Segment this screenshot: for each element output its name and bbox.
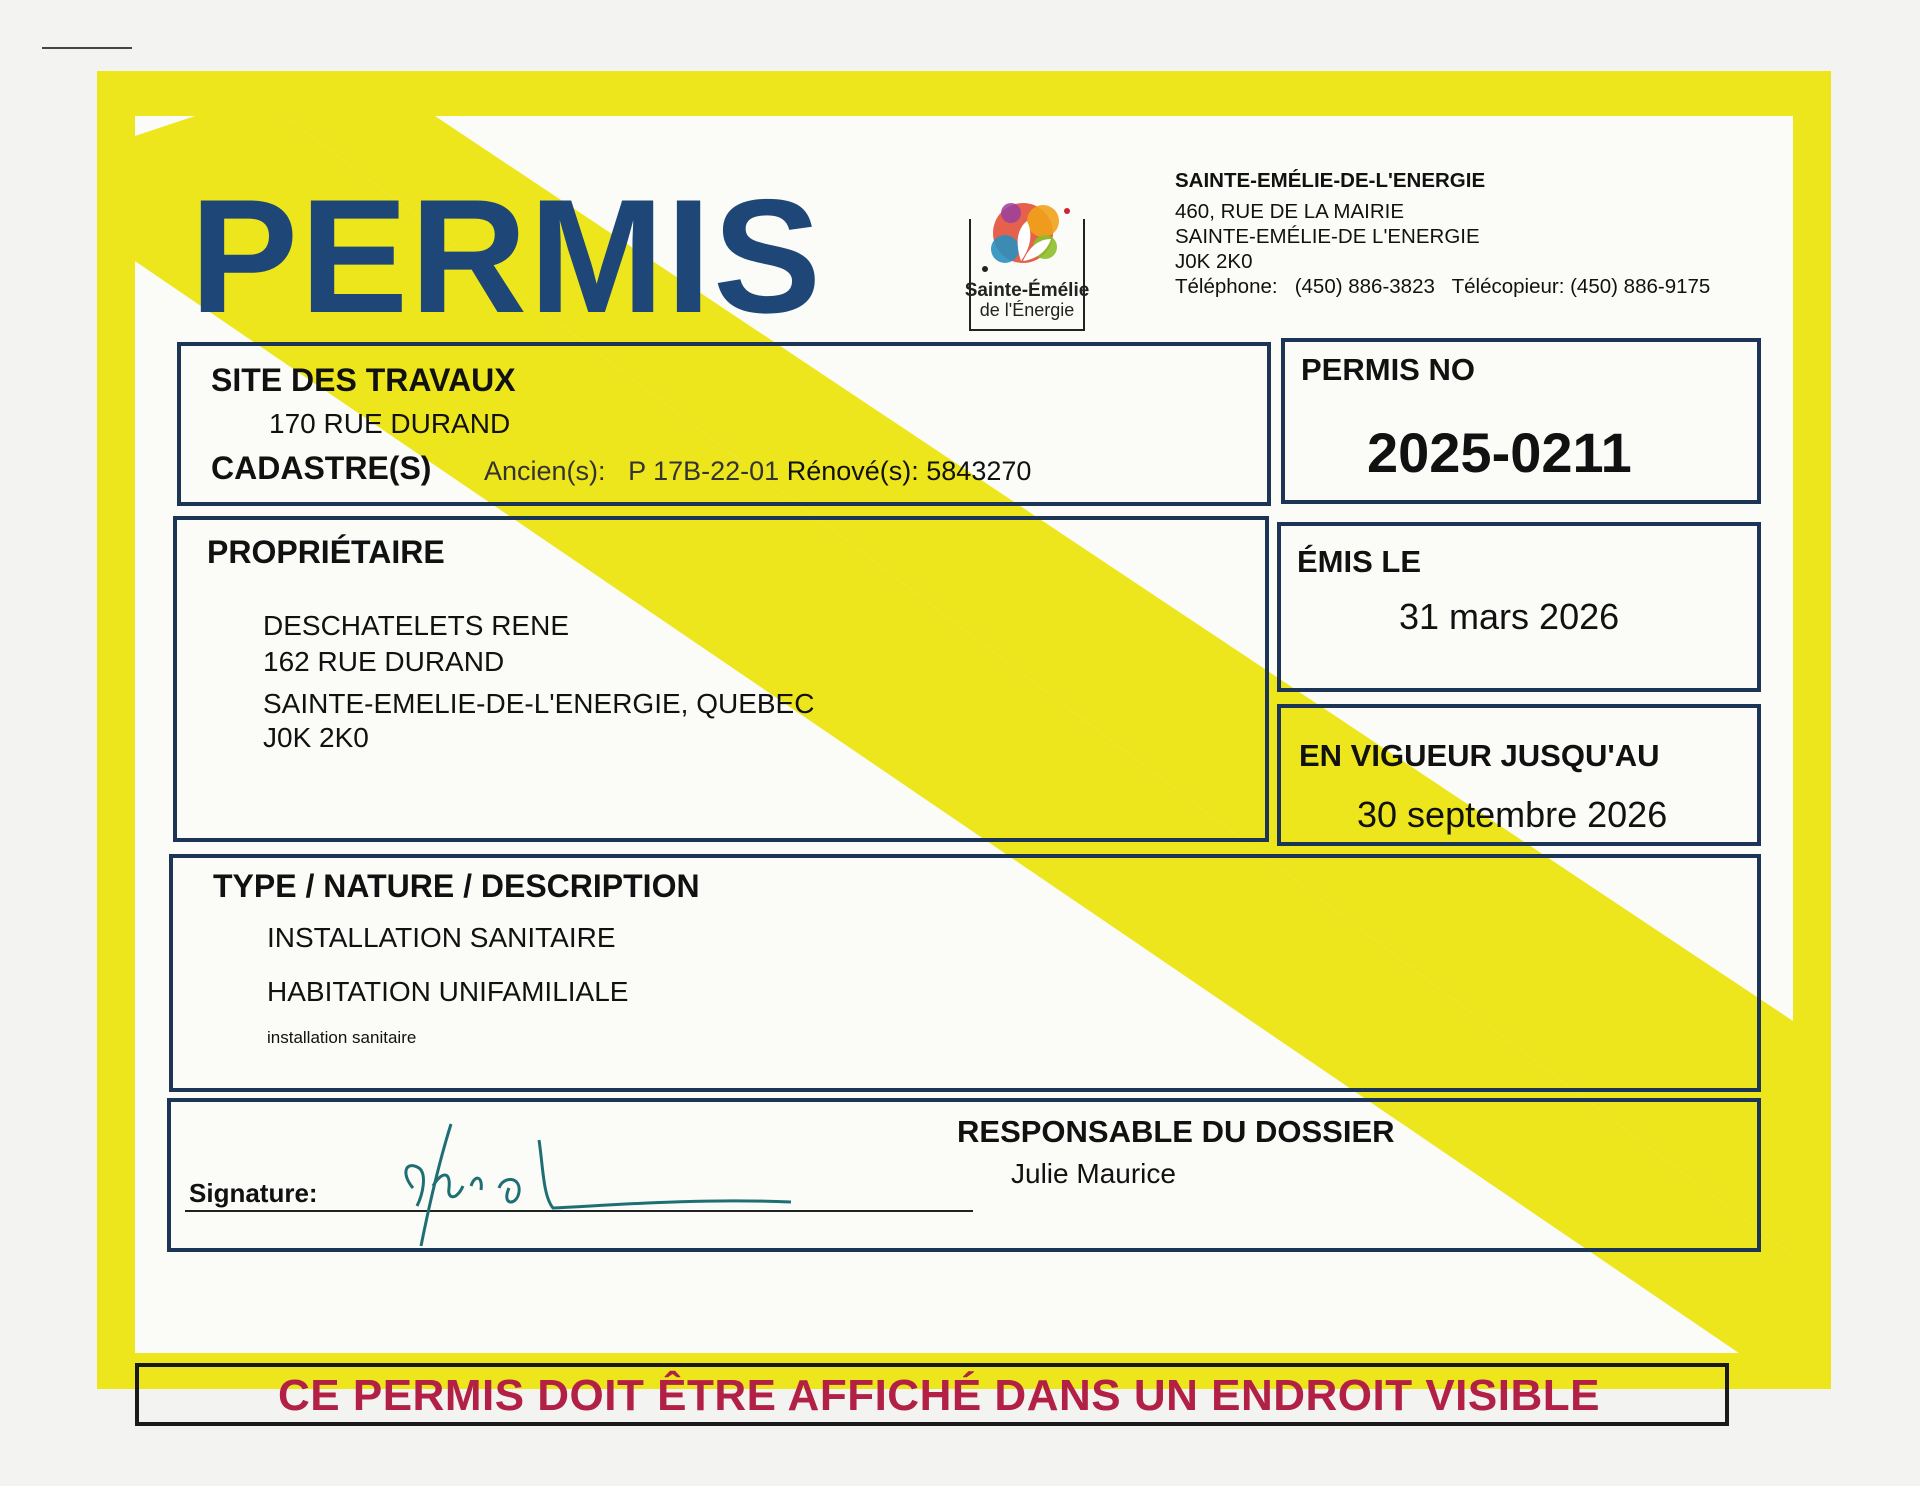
type-line1: INSTALLATION SANITAIRE xyxy=(267,922,616,953)
logo-line2: de l'Énergie xyxy=(979,299,1075,320)
issued-date: 31 mars 2026 xyxy=(1399,596,1620,637)
contact-line xyxy=(1175,274,1710,299)
signature-box xyxy=(167,1098,1761,1252)
owner-name: DESCHATELETS RENE xyxy=(263,610,569,641)
valid-until-box xyxy=(1277,704,1761,846)
type-box xyxy=(169,854,1761,1092)
cadastre-values xyxy=(484,456,1031,487)
owner-street: 162 RUE DURAND xyxy=(263,646,505,677)
owner-box xyxy=(173,516,1269,842)
ancien-value: P 17B-22-01 xyxy=(628,456,780,486)
address-line3: J0K 2K0 xyxy=(1175,250,1253,273)
phone-label: Téléphone: xyxy=(1175,275,1278,298)
signature-label: Signature: xyxy=(189,1178,318,1208)
valid-label: EN VIGUEUR JUSQU'AU xyxy=(1299,738,1660,773)
cadastre-label: CADASTRE(S) xyxy=(211,450,432,486)
fax-number: (450) 886-9175 xyxy=(1570,275,1711,298)
site-label: SITE DES TRAVAUX xyxy=(211,362,516,398)
type-line2: HABITATION UNIFAMILIALE xyxy=(267,976,629,1007)
permit-number: 2025-0211 xyxy=(1367,421,1632,484)
municipality-logo xyxy=(955,181,1105,351)
owner-postal: J0K 2K0 xyxy=(263,722,369,753)
permit-inner xyxy=(135,116,1793,1420)
address-line2: SAINTE-EMÉLIE-DE L'ENERGIE xyxy=(1175,225,1480,248)
issued-label: ÉMIS LE xyxy=(1297,544,1422,579)
municipality-address xyxy=(1175,168,1710,299)
address-line1: 460, RUE DE LA MAIRIE xyxy=(1175,200,1405,223)
site-address: 170 RUE DURAND xyxy=(269,408,511,439)
notice-box xyxy=(135,1363,1729,1426)
handwritten-signature xyxy=(371,1116,791,1256)
valid-date: 30 septembre 2026 xyxy=(1357,794,1668,835)
renove-label: Rénové(s): xyxy=(786,456,919,486)
permit-number-box xyxy=(1281,338,1761,504)
scan-mark xyxy=(42,47,132,49)
renove-value: 5843270 xyxy=(926,456,1032,486)
type-note: installation sanitaire xyxy=(267,1028,417,1047)
owner-city: SAINTE-EMELIE-DE-L'ENERGIE, QUEBEC xyxy=(263,688,815,719)
responsible-label: RESPONSABLE DU DOSSIER xyxy=(957,1114,1395,1149)
permit-card xyxy=(97,71,1831,1420)
ancien-label: Ancien(s): xyxy=(484,456,606,486)
responsible-name: Julie Maurice xyxy=(1011,1158,1176,1189)
fax-label: Télécopieur: xyxy=(1451,275,1565,298)
municipality-name: SAINTE-EMÉLIE-DE-L'ENERGIE xyxy=(1175,169,1486,192)
owner-label: PROPRIÉTAIRE xyxy=(207,534,445,570)
issued-box xyxy=(1277,522,1761,692)
permit-no-label: PERMIS NO xyxy=(1301,352,1475,387)
display-notice: CE PERMIS DOIT ÊTRE AFFICHÉ DANS UN ENDROIT VISIBLE xyxy=(278,1371,1600,1420)
site-box xyxy=(177,342,1271,506)
phone-number: (450) 886-3823 xyxy=(1294,275,1435,298)
logo-text xyxy=(947,281,1107,320)
logo-line1: Sainte-Émélie xyxy=(964,280,1090,301)
permit-title: PERMIS xyxy=(190,166,824,347)
type-label: TYPE / NATURE / DESCRIPTION xyxy=(213,868,700,904)
